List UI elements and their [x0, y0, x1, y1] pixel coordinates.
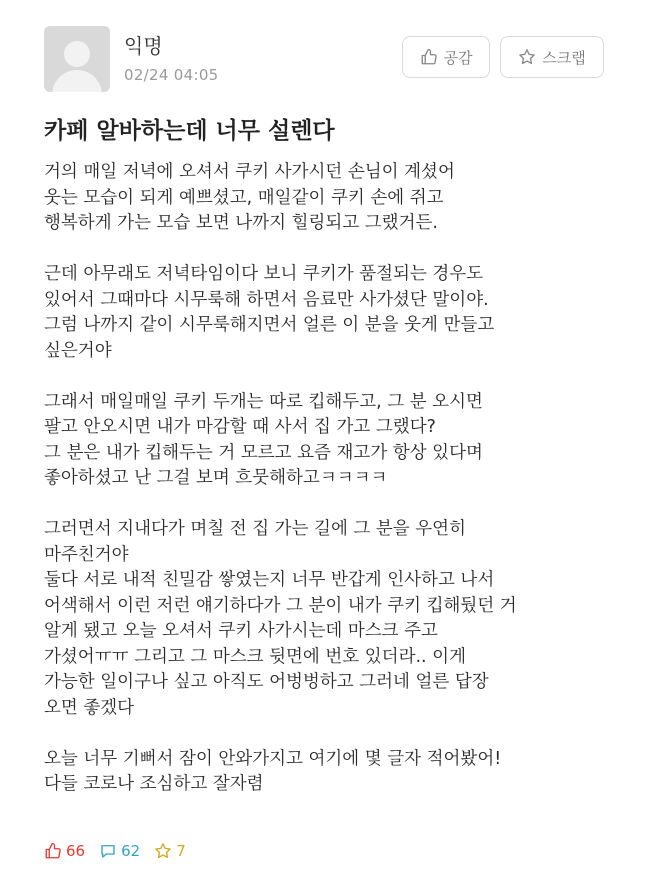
body-line: 그러면서 지내다가 며칠 전 집 가는 길에 그 분을 우연히 — [44, 519, 466, 539]
post-stats — [44, 838, 200, 864]
post-header — [0, 0, 660, 104]
author-name: 익명 — [124, 34, 163, 58]
scrap-count — [154, 842, 186, 860]
paragraph — [44, 390, 644, 492]
body-line: 알게 됐고 오늘 오셔서 쿠키 사가시는데 마스크 주고 — [44, 621, 438, 641]
profile-avatar-icon — [44, 26, 110, 92]
paragraph — [44, 747, 644, 798]
post-body — [44, 160, 644, 823]
body-line: 싶은거야 — [44, 340, 112, 361]
body-line: 마주친거야 — [44, 544, 129, 565]
body-line: 팔고 안오시면 내가 마감할 때 사서 집 가고 그랬다? — [44, 417, 436, 437]
scrap-button-label: 스크랩 — [542, 48, 586, 67]
body-line: 다들 코로나 조심하고 잘자렴 — [44, 774, 264, 794]
body-line: 근데 아무래도 저녁타임이다 보니 쿠키가 품절되는 경우도 — [44, 264, 484, 284]
like-count-value: 66 — [66, 842, 86, 860]
paragraph — [44, 160, 644, 237]
body-line: 어색해서 이런 저런 얘기하다가 그 분이 내가 쿠키 킵해뒀던 거 — [44, 595, 517, 616]
thumbs-up-icon — [44, 842, 62, 860]
body-line: 그래서 매일매일 쿠키 두개는 따로 킵해두고, 그 분 오시면 — [44, 391, 483, 412]
post-title: 카페 알바하는데 너무 설렌다 — [44, 118, 335, 144]
like-button-label: 공감 — [443, 48, 473, 67]
body-line: 거의 매일 저녁에 오셔서 쿠키 사가시던 손님이 계셨어 — [44, 162, 455, 182]
star-icon — [154, 842, 172, 860]
scrap-count-value: 7 — [176, 842, 186, 860]
body-line: 가능한 일이구나 싶고 아직도 어벙벙하고 그러네 얼른 답장 — [44, 672, 489, 692]
body-line: 오면 좋겠다 — [44, 697, 135, 718]
body-line: 웃는 모습이 되게 예쁘셨고, 매일같이 쿠키 손에 쥐고 — [44, 187, 444, 208]
like-button[interactable] — [402, 36, 490, 78]
comment-count — [99, 842, 140, 860]
body-line: 행복하게 가는 모습 보면 나까지 힐링되고 그랬거든. — [44, 213, 438, 233]
star-icon — [518, 48, 536, 66]
body-line: 있어서 그때마다 시무룩해 하면서 음료만 사가셨단 말이야. — [44, 289, 489, 310]
like-count — [44, 842, 85, 860]
paragraph — [44, 517, 644, 721]
scrap-button[interactable] — [500, 36, 604, 78]
speech-bubble-icon — [99, 842, 117, 860]
comment-count-value: 62 — [121, 842, 141, 860]
body-line: 좋아하셨고 난 그걸 보며 흐뭇해하고ㅋㅋㅋㅋ — [44, 468, 388, 488]
body-line: 오늘 너무 기뻐서 잠이 안와가지고 여기에 몇 글자 적어봤어! — [44, 748, 502, 769]
thumbs-up-icon — [420, 48, 438, 66]
paragraph — [44, 262, 644, 364]
body-line: 그 분은 내가 킵해두는 거 모르고 요즘 재고가 항상 있다며 — [44, 442, 483, 463]
body-line: 둘다 서로 내적 친밀감 쌓였는지 너무 반갑게 인사하고 나서 — [44, 570, 495, 590]
post-date: 02/24 04:05 — [124, 66, 219, 84]
body-line: 가셨어ㅠㅠ 그리고 그 마스크 뒷면에 번호 있더라.. 이게 — [44, 646, 466, 667]
body-line: 그럼 나까지 같이 시무룩해지면서 얼른 이 분을 웃게 만들고 — [44, 315, 495, 335]
